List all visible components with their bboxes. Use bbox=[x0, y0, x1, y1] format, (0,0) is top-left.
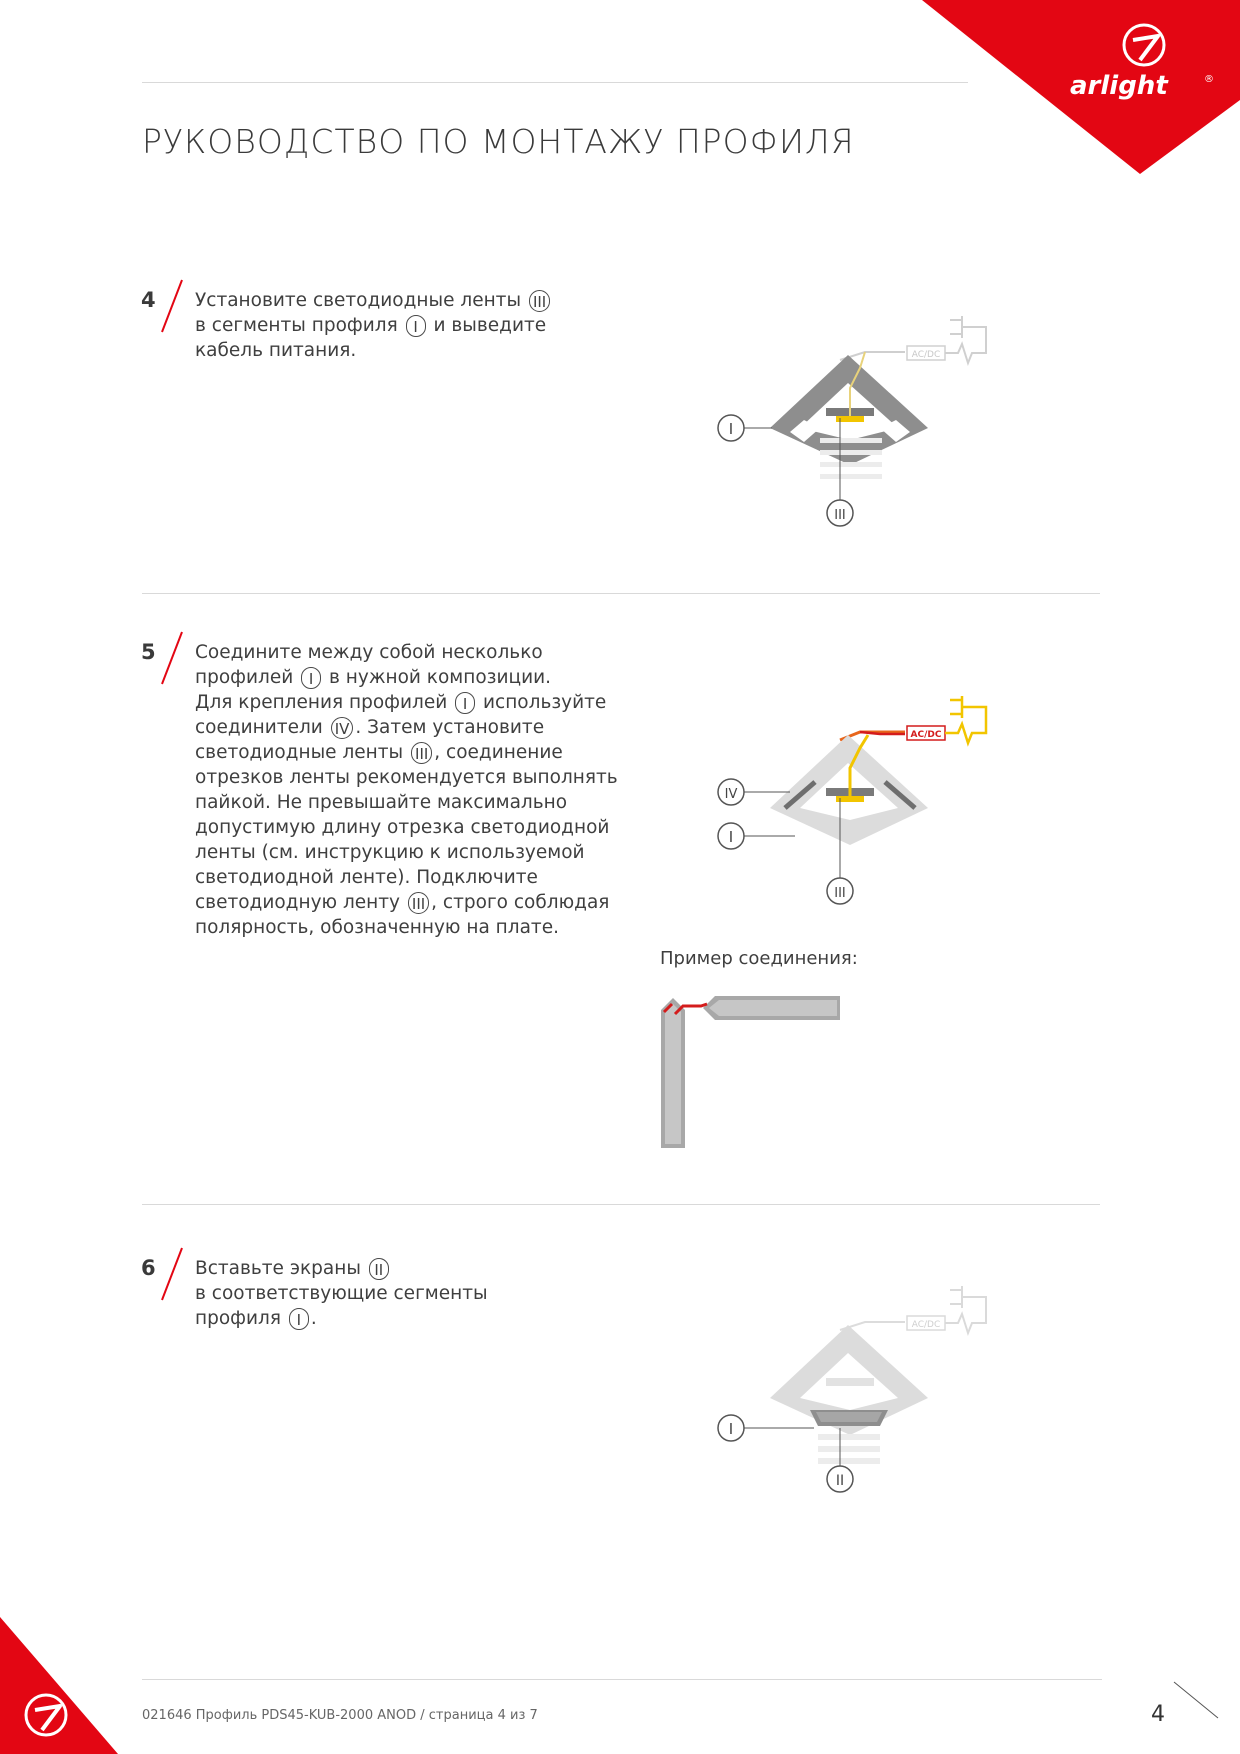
step-text-line: светодиодные ленты III , соединение bbox=[195, 742, 563, 763]
step-slash-icon bbox=[158, 1246, 186, 1304]
step-text-line: пайкой. Не превышайте максимально bbox=[195, 792, 568, 813]
power-supply-icon bbox=[840, 316, 986, 363]
svg-text:I: I bbox=[728, 828, 734, 846]
header-rule bbox=[142, 82, 968, 83]
section-divider bbox=[142, 593, 1100, 594]
example-caption: Пример соединения: bbox=[660, 948, 858, 969]
step-text-line: допустимую длину отрезка светодиодной bbox=[195, 817, 610, 838]
part-ref-badge: I bbox=[289, 1308, 309, 1330]
step-text bbox=[195, 1256, 615, 1331]
step-text bbox=[195, 640, 645, 940]
svg-text:IV: IV bbox=[724, 787, 738, 802]
svg-text:AC/DC: AC/DC bbox=[910, 730, 942, 740]
screen-insert bbox=[810, 1410, 888, 1426]
profile-led-diagram bbox=[700, 300, 1020, 530]
screen-ghosts bbox=[818, 1434, 880, 1464]
svg-text:III: III bbox=[834, 886, 846, 901]
svg-text:AC/DC: AC/DC bbox=[911, 350, 941, 360]
page-number: 4 bbox=[1151, 1702, 1165, 1727]
power-supply-icon bbox=[840, 696, 986, 743]
step-text-line: полярность, обозначенную на плате. bbox=[195, 917, 559, 938]
footer-text: 021646 Профиль PDS45-KUB-2000 ANOD / страница 4 из 7 bbox=[142, 1708, 538, 1723]
step-text-line: отрезков ленты рекомендуется выполнять bbox=[195, 767, 618, 788]
step-text-line: светодиодной ленте). Подключите bbox=[195, 867, 538, 888]
step-text-line: в сегменты профиля I и выведите bbox=[195, 315, 547, 336]
step-text bbox=[195, 288, 615, 363]
page-corner-slash-icon bbox=[1172, 1680, 1222, 1720]
step-text-line: ленты (см. инструкцию к используемой bbox=[195, 842, 585, 863]
svg-text:II: II bbox=[835, 1473, 845, 1489]
part-ref-badge: I bbox=[301, 667, 321, 689]
step-slash-icon bbox=[158, 278, 186, 336]
step-number: 5 bbox=[141, 640, 156, 664]
step-slash-icon bbox=[158, 630, 186, 688]
part-ref-badge: I bbox=[455, 692, 475, 714]
brand-name: arlight bbox=[1070, 71, 1168, 101]
step-text-line: в соответствующие сегменты bbox=[195, 1283, 488, 1304]
step-text-line: соединители IV . Затем установите bbox=[195, 717, 545, 738]
part-ref-badge: III bbox=[408, 892, 429, 914]
svg-text:III: III bbox=[834, 508, 846, 523]
step-text-line: светодиодную ленту III , строго соблюдая bbox=[195, 892, 610, 913]
profile-connector-diagram bbox=[700, 680, 1020, 910]
step-text-line: кабель питания. bbox=[195, 340, 357, 361]
footer-rule bbox=[142, 1679, 1102, 1680]
footer-brand-corner bbox=[0, 1617, 120, 1754]
step-text-line: Для крепления профилей I используйте bbox=[195, 692, 607, 713]
profile-screen-diagram bbox=[700, 1270, 1020, 1500]
section-divider bbox=[142, 1204, 1100, 1205]
part-ref-badge: III bbox=[411, 742, 432, 764]
step-number: 6 bbox=[141, 1256, 156, 1280]
step-text-line: Установите светодиодные ленты III bbox=[195, 288, 615, 313]
connection-example-diagram bbox=[655, 990, 855, 1150]
part-ref-badge: IV bbox=[331, 717, 354, 739]
step-text-line: Соедините между собой несколько bbox=[195, 642, 543, 663]
brand-registered-mark: ® bbox=[1204, 74, 1214, 85]
step-text-line: профиля I . bbox=[195, 1308, 317, 1329]
svg-text:AC/DC: AC/DC bbox=[911, 1320, 941, 1330]
part-ref-badge: III bbox=[529, 290, 550, 312]
part-ref-badge: I bbox=[406, 315, 426, 337]
step-text-line: профилей I в нужной композиции. bbox=[195, 667, 552, 688]
step-text-line: Вставьте экраны II bbox=[195, 1256, 615, 1281]
power-supply-icon bbox=[840, 1286, 986, 1333]
svg-text:I: I bbox=[728, 1420, 734, 1438]
brand-corner bbox=[922, 0, 1240, 175]
page-title: РУКОВОДСТВО ПО МОНТАЖУ ПРОФИЛЯ bbox=[142, 122, 855, 161]
step-number: 4 bbox=[141, 288, 156, 312]
svg-text:I: I bbox=[728, 420, 734, 438]
part-ref-badge: II bbox=[369, 1258, 389, 1280]
